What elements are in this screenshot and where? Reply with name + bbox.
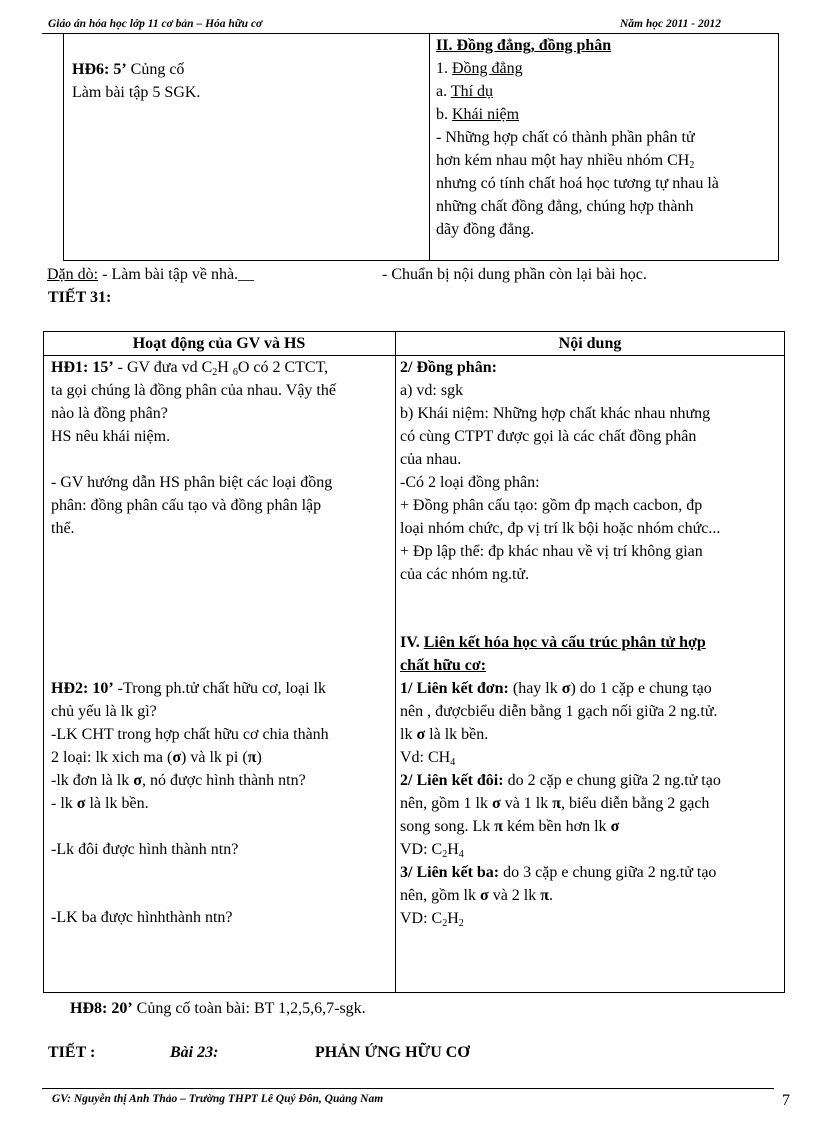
left-text: -LK ba được hìnhthành ntn? bbox=[51, 909, 233, 926]
right-text: a) vd: sgk bbox=[400, 382, 464, 399]
definition-line: nhưng có tính chất hoá học tương tự nhau là bbox=[436, 175, 719, 192]
footer-author: GV: Nguyễn thị Anh Thảo – Trường THPT Lê Quý Đôn, Quảng Nam bbox=[52, 1093, 384, 1105]
right-text: có cùng CTPT được gọi là các chất đồng phân bbox=[400, 428, 697, 445]
hd2-label: HĐ2: 10’ bbox=[51, 680, 114, 697]
hd2-line: HĐ2: 10’ -Trong ph.tử chất hữu cơ, loại lk bbox=[51, 680, 326, 697]
definition-line: những chất đồng đẳng, chúng hợp thành bbox=[436, 198, 694, 215]
right-text: của nhau. bbox=[400, 451, 462, 468]
hd6-task: Làm bài tập 5 SGK. bbox=[72, 84, 201, 101]
definition-line: hơn kém nhau một hay nhiều nhóm $CH_2$ bbox=[436, 152, 695, 171]
left-text: nào là đồng phân? bbox=[51, 405, 168, 422]
left-text: thể. bbox=[51, 520, 75, 537]
dong-dang-heading: 1. Đồng đẳng bbox=[436, 60, 523, 77]
triple-bond-line: 3/ Liên kết ba: do 3 cặp e chung giữa 2 ng.tử tạo bbox=[400, 864, 717, 881]
col-header-activities: Hoạt động của GV và HS bbox=[132, 335, 306, 352]
left-text: HS nêu khái niệm. bbox=[51, 428, 171, 445]
homework-prepare: - Chuẩn bị nội dung phần còn lại bài học. bbox=[382, 266, 647, 283]
hd1-label: HĐ1: 15’ bbox=[51, 359, 114, 376]
acetylene-example: VD: $C_2H_2$ bbox=[400, 910, 464, 929]
right-text: song song. Lk π kém bền hơn lk σ bbox=[400, 818, 620, 835]
header-right: Năm học 2011 - 2012 bbox=[620, 18, 721, 30]
col-header-content: Nội dung bbox=[558, 335, 622, 352]
ethylene-example: VD: $C_2H_4$ bbox=[400, 841, 464, 860]
definition-line: - Những hợp chất có thành phần phân tử bbox=[436, 129, 695, 146]
left-text: 2 loại: lk xich ma (σ) và lk pi (π) bbox=[51, 749, 262, 766]
lesson-title: PHẢN ỨNG HỮU CƠ bbox=[315, 1044, 470, 1061]
right-text: nên , đượcbiểu diễn bằng 1 gạch nối giữa 2 ng.tử. bbox=[400, 703, 718, 720]
right-text: lk σ là lk bền. bbox=[400, 726, 489, 743]
right-text: nên, gồm 1 lk σ và 1 lk π, biểu diễn bằng 2 gạch bbox=[400, 795, 710, 812]
tiet-31-heading: TIẾT 31: bbox=[48, 289, 112, 306]
left-text: -Lk đôi được hình thành ntn? bbox=[51, 841, 239, 858]
section-ii-title: II. Đồng đẳng, đồng phân bbox=[436, 37, 612, 54]
homework-label: Dặn dò: bbox=[47, 266, 99, 283]
thi-du-heading: a. Thí dụ bbox=[436, 83, 494, 100]
section-iv-title: IV. Liên kết hóa học và cấu trúc phân tử hợp bbox=[400, 634, 706, 651]
lesson-number: Bài 23: bbox=[170, 1044, 219, 1061]
left-text: - GV hướng dẫn HS phân biệt các loại đồng bbox=[51, 474, 333, 491]
activity-box-divider bbox=[429, 33, 430, 261]
right-text: -Có 2 loại đồng phân: bbox=[400, 474, 540, 491]
footer-rule bbox=[42, 1088, 774, 1089]
hd6-label: HĐ6: 5’ bbox=[72, 61, 127, 78]
tiet-label: TIẾT : bbox=[48, 1044, 96, 1061]
left-text: chủ yếu là lk gì? bbox=[51, 703, 157, 720]
dong-phan-heading: 2/ Đồng phân: bbox=[400, 359, 497, 376]
definition-line: dãy đồng đẳng. bbox=[436, 221, 535, 238]
khai-niem-heading: b. Khái niệm bbox=[436, 106, 520, 123]
lesson-table-divider bbox=[395, 331, 396, 993]
methane-example: Vd: $CH_4$ bbox=[400, 749, 456, 768]
hd8-line: HĐ8: 20’ Củng cố toàn bài: BT 1,2,5,6,7-sgk. bbox=[70, 1000, 366, 1017]
left-text: phân: đồng phân cấu tạo và đồng phân lập bbox=[51, 497, 322, 514]
right-text: + Đp lập thể: đp khác nhau về vị trí không gian bbox=[400, 543, 703, 560]
left-text: - lk σ là lk bền. bbox=[51, 795, 149, 812]
right-text: của các nhóm ng.tử. bbox=[400, 566, 530, 583]
left-text: -lk đơn là lk σ, nó được hình thành ntn? bbox=[51, 772, 306, 789]
hd8-label: HĐ8: 20’ bbox=[70, 1000, 133, 1017]
right-text: loại nhóm chức, đp vị trí lk bội hoặc nhóm chức... bbox=[400, 520, 721, 537]
double-bond-line: 2/ Liên kết đôi: do 2 cặp e chung giữa 2 ng.tử tạo bbox=[400, 772, 721, 789]
single-bond-line: 1/ Liên kết đơn: (hay lk σ) do 1 cặp e chung tạo bbox=[400, 680, 712, 697]
right-text: + Đồng phân cấu tạo: gồm đp mạch cacbon, đp bbox=[400, 497, 703, 514]
homework-line: Dặn dò: - Làm bài tập về nhà.__ bbox=[47, 266, 255, 283]
header-left: Giáo án hóa học lớp 11 cơ bản – Hóa hữu cơ bbox=[48, 18, 263, 30]
section-iv-title-cont: chất hữu cơ: bbox=[400, 657, 487, 674]
left-text: ta gọi chúng là đồng phân của nhau. Vậy thế bbox=[51, 382, 336, 399]
page-number: 7 bbox=[782, 1092, 790, 1109]
left-text: -LK CHT trong hợp chất hữu cơ chia thành bbox=[51, 726, 329, 743]
lesson-table-header-rule bbox=[43, 355, 785, 356]
right-text: nên, gồm lk σ và 2 lk π. bbox=[400, 887, 554, 904]
hd6-line: HĐ6: 5’ Củng cố bbox=[72, 61, 185, 78]
hd1-line: HĐ1: 15’ - GV đưa vd $C_2H$ $_6$O có 2 CTCT, bbox=[51, 359, 329, 378]
right-text: b) Khái niệm: Những hợp chất khác nhau nhưng bbox=[400, 405, 711, 422]
